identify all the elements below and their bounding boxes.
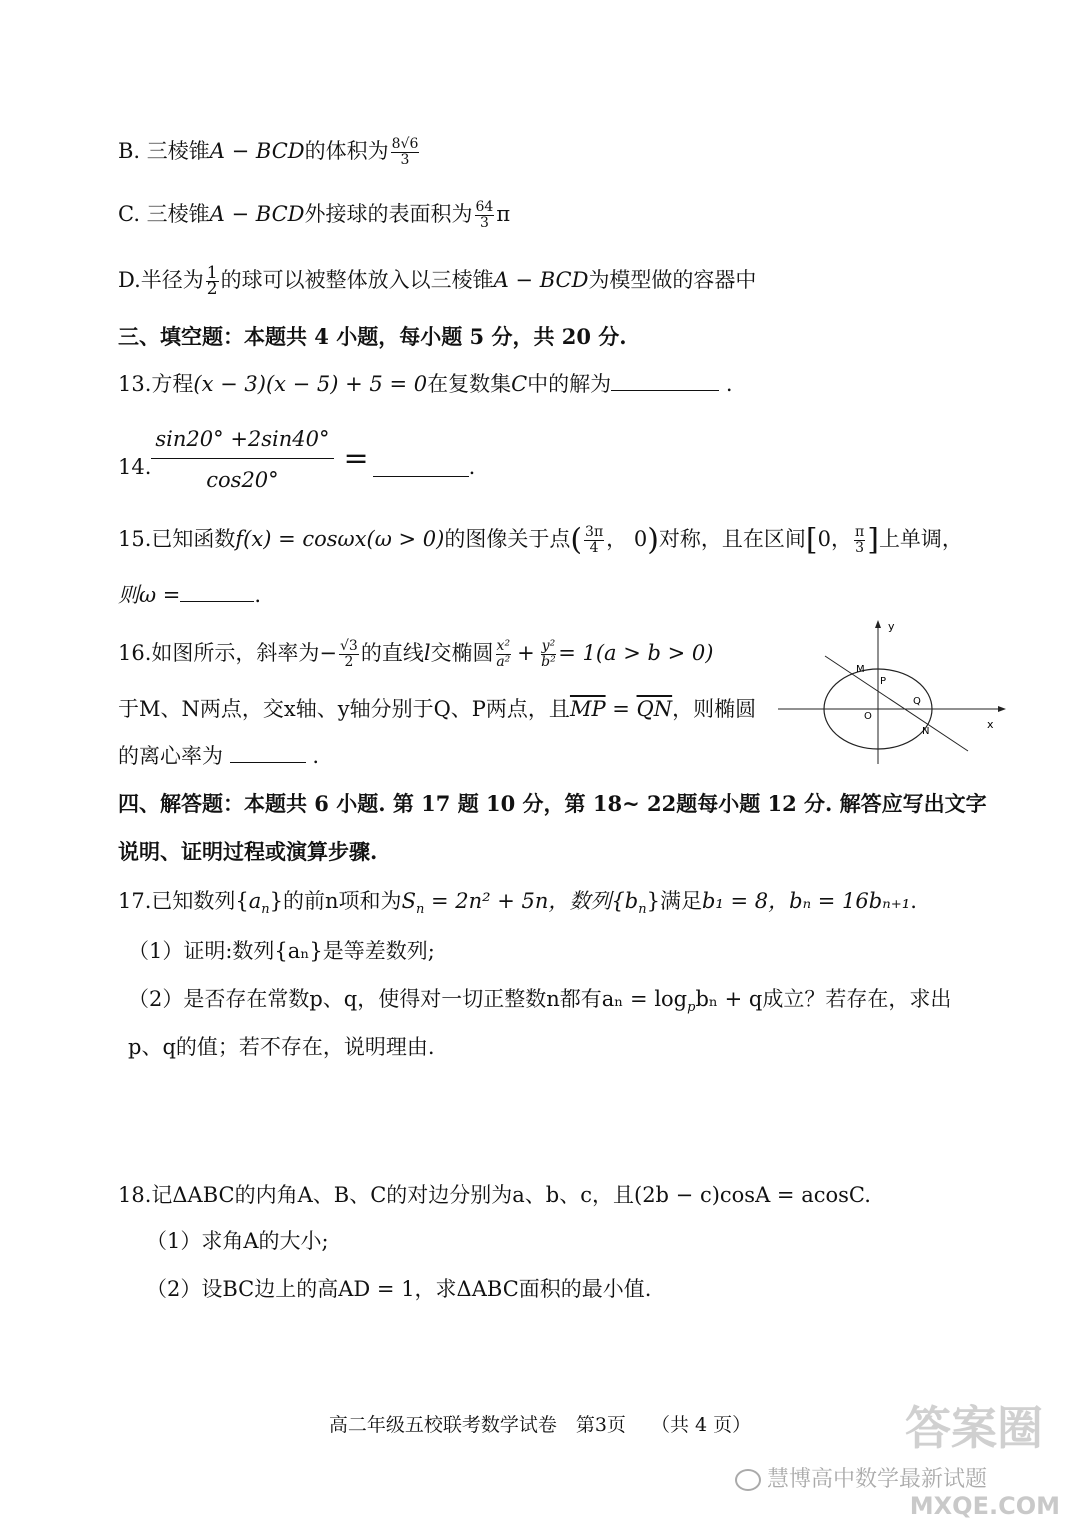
question-17-part1: （1）证明:数列{aₙ}是等差数列; <box>128 939 435 963</box>
question-16-line3: 的离心率为 . <box>118 744 320 768</box>
q16-answer-blank[interactable] <box>230 744 306 763</box>
q14-fraction: $\frac{\sin 20^\circ +2\sin 40^\circ}{\cos 20^\circ}$ <box>151 424 333 495</box>
question-16: 16.如图所示，斜率为− $\frac{√3}{2}$ 的直线l交椭圆 $\frac{\text{x²}}{\text{a²}}$ + $\frac{\text{y²}}{\text{b²}}$ = 1(a > b > 0) <box>118 638 714 670</box>
section-4-heading-line2: 说明、证明过程或演算步骤. <box>118 839 378 864</box>
option-b-text2: 的体积为 <box>304 139 389 163</box>
question-18-part1: （1）求角A的大小; <box>146 1229 329 1253</box>
question-18-part2: （2）设BC边上的高AD = 1，求ΔABC面积的最小值. <box>146 1277 652 1301</box>
option-c-fraction: $\frac{64}{3}$ <box>475 199 494 231</box>
label-x: x <box>987 718 994 731</box>
section-4-heading: 四、解答题：本题共 6 小题. 第 17 题 10 分，第 18~ 22题每小题 12 分. 解答应写出文字 <box>118 791 987 816</box>
option-c-tetra: A − BCD <box>209 202 305 226</box>
option-d-fraction: $\frac{1}{2}$ <box>206 263 218 299</box>
question-13: 13.方程(x − 3)(x − 5) + 5 = 0在复数集C中的解为 . <box>118 372 733 396</box>
section-3-heading: 三、填空题：本题共 4 小题，每小题 5 分，共 20 分. <box>118 324 627 349</box>
q15-function: f(x) = cosωx(ω > 0) <box>235 527 445 551</box>
label-q: Q <box>913 696 921 707</box>
x-axis-arrow <box>998 706 1006 712</box>
question-18: 18.记ΔABC的内角A、B、C的对边分别为a、b、c，且(2b − c)cosA = acosC. <box>118 1183 871 1207</box>
option-c <box>118 199 510 231</box>
question-17-part2: （2）是否存在常数p、q，使得对一切正整数n都有$a_n = \log_pb_n + q$成立？若存在，求出 <box>128 987 952 1016</box>
page-footer: 高二年级五校联考数学试卷 第3页 （共 4 页） <box>328 1414 752 1436</box>
question-15-line2: 则ω = . <box>118 583 262 607</box>
ellipse-figure <box>770 614 1010 774</box>
wechat-icon <box>735 1469 761 1491</box>
option-d-text: D.半径为 <box>118 268 204 292</box>
option-c-text: C. 三棱锥 <box>118 202 210 226</box>
q14-answer-blank[interactable] <box>373 458 469 477</box>
option-b-text: B. 三棱锥 <box>118 139 210 163</box>
secant-line <box>825 656 968 751</box>
question-16-line2: 于M、N两点，交x轴、y轴分别于Q、P两点，且$\overline{MP} = \overline{QN}$，则椭圆 <box>118 697 757 721</box>
option-d-text3: 为模型做的容器中 <box>588 268 757 292</box>
option-c-pi: π <box>496 202 511 226</box>
label-p: P <box>880 676 887 687</box>
option-d-text2: 的球可以被整体放入以三棱锥 <box>220 268 494 292</box>
question-15: 15.已知函数f(x) = cosωx(ω > 0)的图像关于点( $\frac{3\pi}{4}$ ， 0)对称，且在区间[0， $\frac{\pi}{3}$ ]上单调， <box>118 522 963 558</box>
label-y: y <box>888 620 895 633</box>
watermark-logo: 答案圈 <box>905 1401 1043 1455</box>
label-m: M <box>856 664 865 675</box>
label-n: N <box>922 726 930 737</box>
question-17: 17.已知数列$\{a_n\}$的前n项和为$S_n = 2n^2 + 5n$，数列$\{b_n\}$满足b₁ = 8，bₙ = 16bₙ₊₁. <box>118 889 917 918</box>
option-d <box>118 265 756 297</box>
q13-answer-blank[interactable] <box>611 372 719 391</box>
watermark-subtitle: 慧博高中数学最新试题 <box>735 1462 987 1493</box>
question-17-part2-line2: p、q的值；若不存在，说明理由. <box>128 1035 435 1059</box>
option-b-tetra: A − BCD <box>209 139 305 163</box>
option-d-tetra: A − BCD <box>493 268 589 292</box>
label-o: O <box>864 711 872 722</box>
option-b <box>118 136 421 168</box>
question-14: 14. $\frac{\sin 20^\circ +2\sin 40^\circ}{\cos 20^\circ}$ = . <box>118 424 475 494</box>
watermark-site: MXQE.COM <box>909 1492 1060 1520</box>
option-b-fraction: $\frac{8√6}{3}$ <box>391 136 419 168</box>
y-axis-arrow <box>875 620 881 628</box>
option-c-text2: 外接球的表面积为 <box>304 202 473 226</box>
q15-answer-blank[interactable] <box>180 583 254 602</box>
q13-equation: (x − 3)(x − 5) + 5 = 0 <box>193 372 428 396</box>
